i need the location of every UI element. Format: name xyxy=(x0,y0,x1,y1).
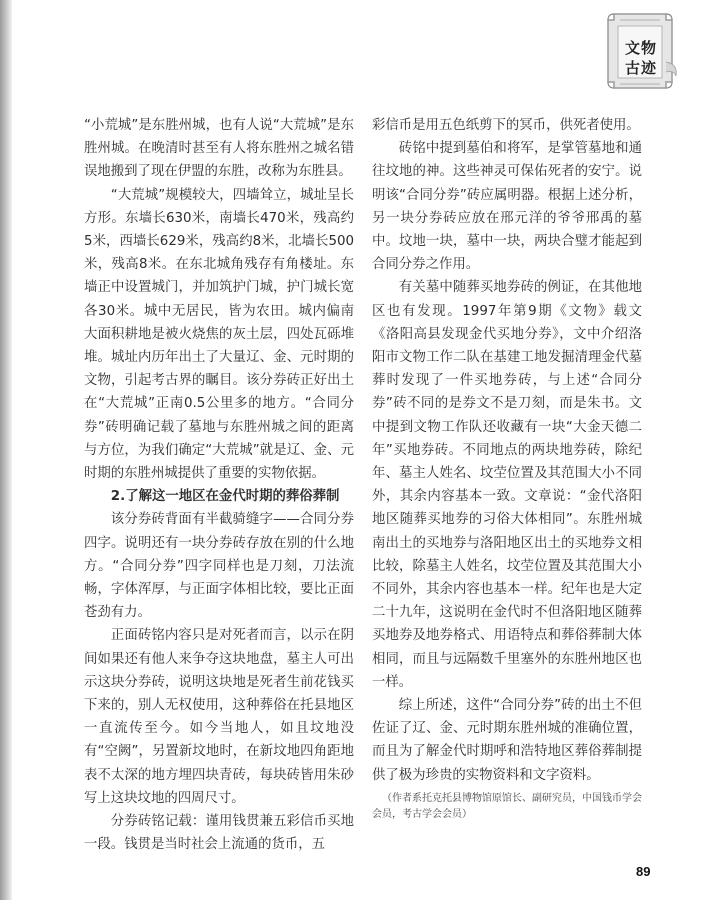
section-heading: 2.了解这一地区在金代时期的葬俗葬制 xyxy=(110,489,340,505)
left-column xyxy=(84,114,354,857)
paragraph: “大荒城”规模较大，四墙耸立，城址呈长方形。东墙长630米，南墙长470米，残高约5米，西墙长629米，残高约8米，北墙长500米，残高8米。在东北城角残存有角楼址。东墙正中设置城门，并加筑护门城，护门城长宽各30米。城中无居民，皆为农田。城内偏南大面积耕地是被火烧焦的灰土层，四处瓦砾堆堆。城址内历年出土了大量辽、金、元时期的文物，引起考古界的瞩目。该分券砖正好出土在“大荒城”正南0.5公里多的地方。“合同分券”砖明确记载了墓地与东胜州城之间的距离与方位，为我们确定“大荒城”就是辽、金、元时期的东胜州城提供了重要的实物依据。 xyxy=(84,187,354,482)
section-badge xyxy=(600,10,680,92)
paragraph: 综上所述，这件“合同分券”砖的出土不但佐证了辽、金、元时期东胜州城的准确位置，而且为了解金代时期呼和浩特地区葬俗葬制提供了极为珍贵的实物资料和文字资料。 xyxy=(372,698,642,783)
badge-line-1: 文物 xyxy=(624,39,657,57)
page-spine-shadow xyxy=(0,0,12,900)
paragraph: “小荒城”是东胜州城，也有人说“大荒城”是东胜州城。在晚清时甚至有人将东胜州之城名错误地搬到了现在伊盟的东胜，改称为东胜县。 xyxy=(84,118,354,180)
paragraph: 正面砖铭内容只是对死者而言，以示在阴间如果还有他人来争夺这块地盘，墓主人可出示这块分券砖，说明这块地是死者生前花钱买下来的，别人无权使用，这种葬俗在托县地区一直流传至今。如今当地人，如且坟地没有“空阙”，另置新坟地时，在新坟地四角距地表不太深的地方埋四块青砖，每块砖皆用朱砂写上这块坟地的四周尺寸。 xyxy=(84,628,354,806)
badge-line-2: 古迹 xyxy=(624,59,657,77)
paragraph: 该分券砖背面有半截骑缝字——合同分券四字。说明还有一块分券砖存放在别的什么地方。“合同分券”四字同样也是刀刻，刀法流畅，字体浑厚，与正面字体相比较，要比正面苍劲有力。 xyxy=(84,512,354,621)
page-number: 89 xyxy=(636,864,651,879)
paragraph: 分券砖铭记载：谨用钱贯兼五彩信币买地一段。钱贯是当时社会上流通的货币，五 xyxy=(84,814,354,853)
paragraph: 砖铭中提到墓伯和将军，是掌管墓地和通往坟地的神。这些神灵可保佑死者的安宁。说明该“合同分券”砖应属明器。根据上述分析，另一块分券砖应放在邢元洋的爷爷邢禹的墓中。坟地一块，墓中一块，两块合璧才能起到合同分券之作用。 xyxy=(372,141,642,273)
right-column xyxy=(372,114,642,823)
paragraph: 彩信币是用五色纸剪下的冥币，供死者使用。 xyxy=(372,118,640,133)
paragraph: 有关墓中随葬买地券砖的例证，在其他地区也有发现。1997年第9期《文物》载文《洛阳高县发现金代买地分券》，文中介绍洛阳市文物工作二队在基建工地发掘清理金代墓葬时发现了一件买地券砖，与上述“合同分券”砖不同的是券文不是刀刻，而是朱书。文中提到文物工作队还收藏有一块“大金天德二年”买地券砖。不同地点的两块地券砖，除纪年、墓主人姓名、坟茔位置及其范围大小不同外，其余内容基本一致。文章说：“金代洛阳地区随葬买地券的习俗大体相同”。东胜州城南出土的买地券与洛阳地区出土的买地券文相比较，除墓主人姓名，坟茔位置及其范围大小不同外，其余内容也基本一样。纪年也是大定二十九年，这说明在金代时不但洛阳地区随葬买地券及地券格式、用语特点和葬俗葬制大体相同，而且与远隔数千里塞外的东胜州地区也一样。 xyxy=(372,280,642,690)
author-note: （作者系托克托县博物馆原馆长、副研究员，中国钱币学会会员，考古学会会员） xyxy=(372,792,642,820)
